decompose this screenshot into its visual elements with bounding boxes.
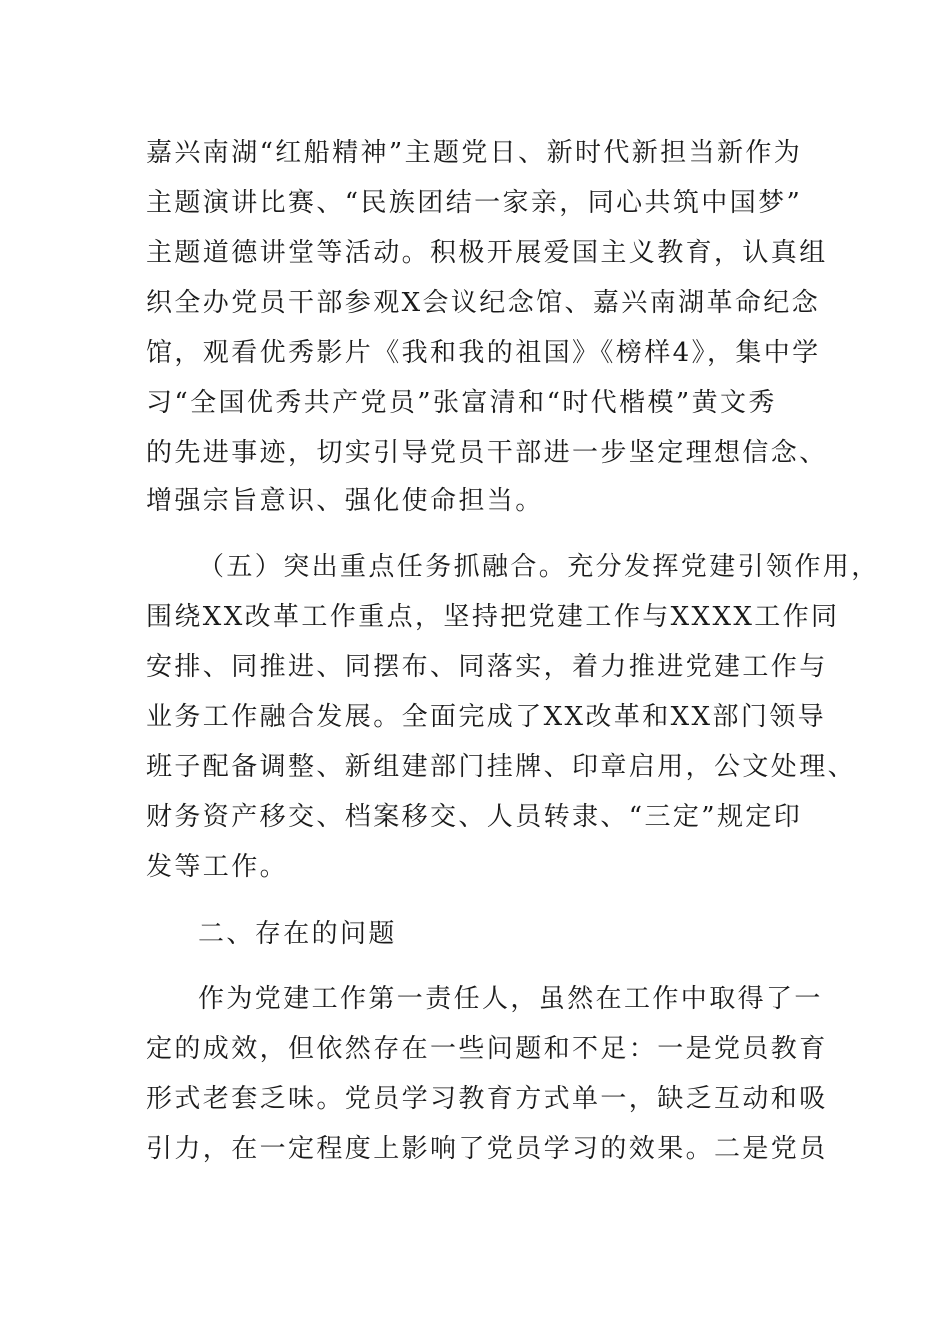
text-line: 安排、同推进、同摆布、同落实，着力推进党建工作与 (146, 652, 828, 682)
text-line: 业务工作融合发展。全面完成了XX改革和XX部门领导 (146, 702, 827, 732)
text-line: 增强宗旨意识、强化使命担当。 (146, 486, 544, 516)
text-line: 馆，观看优秀影片《我和我的祖国》《榜样4》，集中学 (146, 338, 821, 368)
text-line: 主题演讲比赛、“民族团结一家亲，同心共筑中国梦” (146, 188, 803, 218)
text-line: 主题道德讲堂等活动。积极开展爱国主义教育，认真组 (146, 238, 828, 268)
text-line: 习“全国优秀共产党员”张富清和“时代楷模”黄文秀 (146, 388, 777, 418)
text-line: 的先进事迹，切实引导党员干部进一步坚定理想信念、 (146, 438, 828, 468)
chapter-heading: 二、存在的问题 (198, 919, 397, 949)
text-line: 班子配备调整、新组建部门挂牌、印章启用，公文处理、 (146, 752, 857, 782)
text-line: 定的成效，但依然存在一些问题和不足：一是党员教育 (146, 1034, 828, 1064)
text-line: 财务资产移交、档案移交、人员转隶、“三定”规定印 (146, 802, 803, 832)
text-line: 嘉兴南湖“红船精神”主题党日、新时代新担当新作为 (146, 138, 803, 168)
text-line: 发等工作。 (146, 852, 289, 882)
text-line: 形式老套乏味。党员学习教育方式单一，缺乏互动和吸 (146, 1084, 828, 1114)
text-line: 织全办党员干部参观X会议纪念馆、嘉兴南湖革命纪念 (146, 288, 821, 318)
section-heading: （五）突出重点任务抓融合。充分发挥党建引领作用， (198, 552, 880, 582)
text-line: 围绕XX改革工作重点，坚持把党建工作与XXXX工作同 (146, 602, 840, 632)
text-line: 作为党建工作第一责任人，虽然在工作中取得了一 (198, 984, 823, 1014)
text-line: 引力，在一定程度上影响了党员学习的效果。二是党员 (146, 1134, 828, 1164)
